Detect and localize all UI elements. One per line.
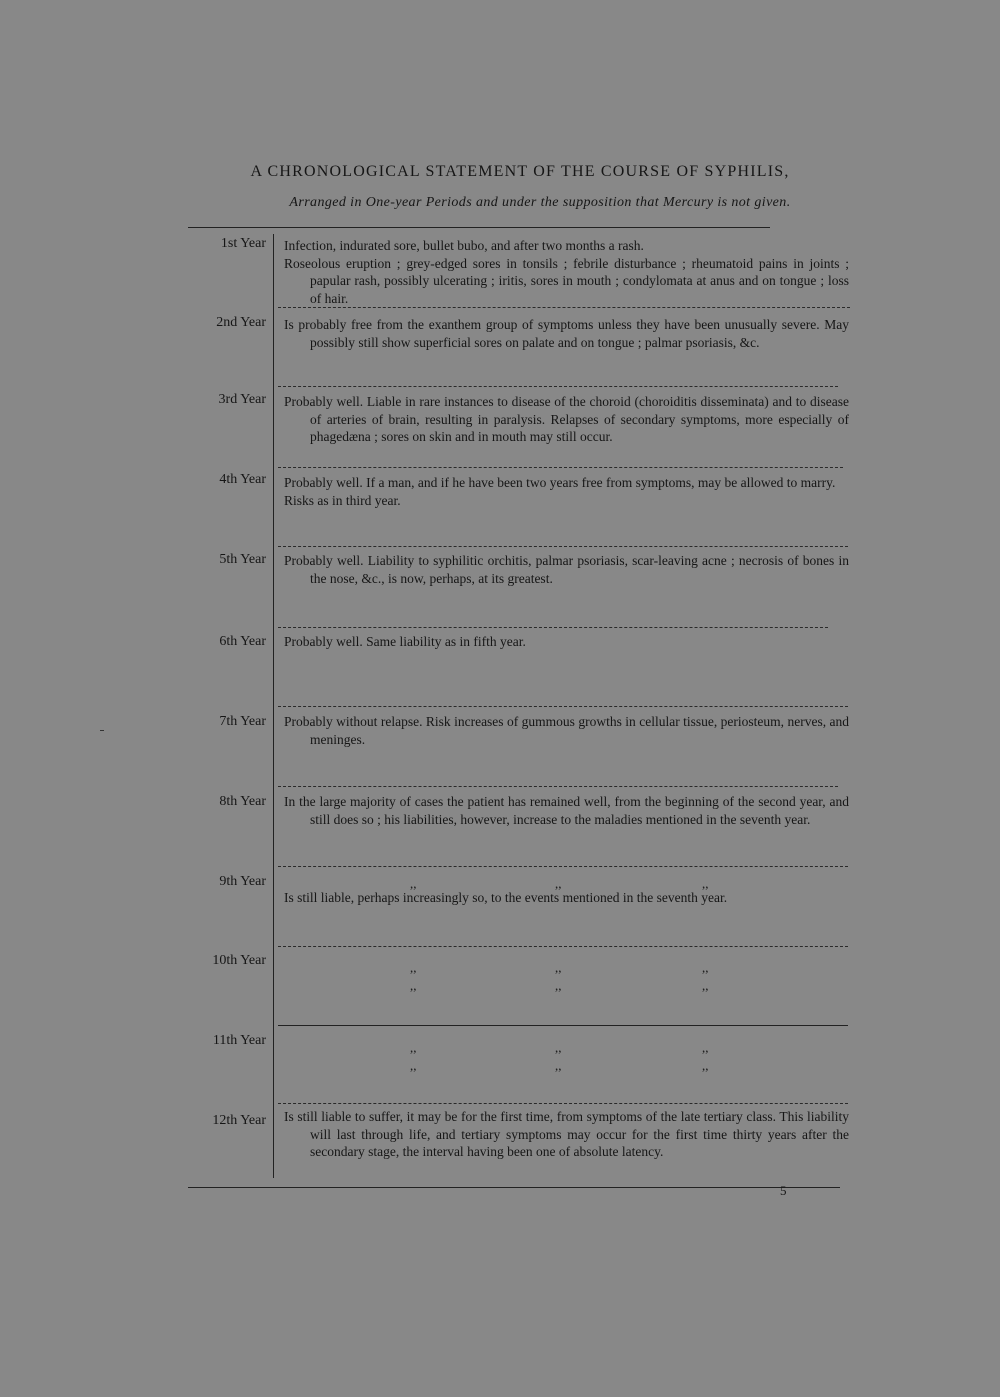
year-label: 3rd Year xyxy=(218,392,266,407)
entry-paragraph: Is still liable, perhaps increasingly so, to the events mentioned in the seventh year. xyxy=(284,890,728,905)
ditto-mark: ,, xyxy=(555,978,562,993)
row-divider-11 xyxy=(278,1103,848,1104)
entry-paragraph: Is still liable to suffer, it may be for the first time, from symptoms of the late tertiary class. This liability will last through life, and tertiary symptoms may occur for the first time thirty years after the secondary stage, the interval having been one of absolute latency. xyxy=(284,1109,849,1159)
page-subtitle: Arranged in One-year Periods and under the supposition that Mercury is not given. xyxy=(289,195,791,210)
year-label: 8th Year xyxy=(219,794,266,809)
ditto-row xyxy=(400,960,740,974)
ditto-mark: ,, xyxy=(555,1058,562,1073)
ditto-mark: ,, xyxy=(702,1040,709,1055)
year-entry-9 xyxy=(284,889,849,907)
year-label: 2nd Year xyxy=(216,315,266,330)
footer-rule xyxy=(188,1187,840,1188)
year-label: 12th Year xyxy=(212,1113,266,1128)
row-divider-7 xyxy=(278,786,838,787)
year-label: 6th Year xyxy=(219,634,266,649)
year-label: 10th Year xyxy=(212,953,266,968)
row-divider-5 xyxy=(278,627,828,628)
page-title: A CHRONOLOGICAL STATEMENT OF THE COURSE OF SYPHILIS, xyxy=(250,163,790,180)
ditto-mark: ,, xyxy=(410,1058,417,1073)
year-entry-3 xyxy=(284,393,849,446)
ditto-mark: ,, xyxy=(410,960,417,975)
row-divider-3 xyxy=(278,467,843,468)
year-entry-8 xyxy=(284,793,849,828)
row-divider-1 xyxy=(278,307,850,308)
ditto-row xyxy=(400,876,740,890)
row-divider-10 xyxy=(278,1025,848,1026)
row-divider-6 xyxy=(278,706,848,707)
ditto-row xyxy=(400,1058,740,1072)
ditto-row xyxy=(400,1040,740,1054)
entry-paragraph: Probably well. Liable in rare instances to disease of the choroid (choroiditis disseminata) and to disease of arteries of brain, resulting in paralysis. Relapses of secondary symptoms, more especially of phagedæna ; sores on skin and in mouth may still occur. xyxy=(284,394,849,444)
header-rule xyxy=(188,227,770,228)
row-divider-8 xyxy=(278,866,848,867)
year-entry-1 xyxy=(284,237,849,307)
year-label: 9th Year xyxy=(219,874,266,889)
entry-paragraph: Probably well. Liability to syphilitic orchitis, palmar psoriasis, scar-leaving acne ; necrosis of bones in the nose, &c., is now, perhaps, at its greatest. xyxy=(284,553,849,586)
ditto-mark: ,, xyxy=(702,978,709,993)
year-entry-6 xyxy=(284,633,849,651)
ditto-mark: ,, xyxy=(702,960,709,975)
entry-paragraph: Probably well. If a man, and if he have been two years free from symptoms, may be allowed to marry. xyxy=(284,475,836,490)
year-entry-4 xyxy=(284,474,849,509)
year-label: 5th Year xyxy=(219,552,266,567)
entry-paragraph: Probably without relapse. Risk increases of gummous growths in cellular tissue, periosteum, nerves, and meninges. xyxy=(284,714,849,747)
ditto-mark: ,, xyxy=(410,1040,417,1055)
year-entry-2 xyxy=(284,316,849,351)
ditto-mark: ,, xyxy=(410,876,417,891)
entry-paragraph: Infection, indurated sore, bullet bubo, and after two months a rash. xyxy=(284,238,644,253)
ditto-mark: ,, xyxy=(702,876,709,891)
page-number: 5 xyxy=(780,1183,787,1198)
entry-paragraph: In the large majority of cases the patient has remained well, from the beginning of the second year, and still does so ; his liabilities, however, increase to the maladies mentioned in the seventh year. xyxy=(284,794,849,827)
ditto-mark: ,, xyxy=(555,876,562,891)
ditto-mark: ,, xyxy=(555,960,562,975)
entry-paragraph: Risks as in third year. xyxy=(284,492,401,508)
row-divider-9 xyxy=(278,946,848,947)
year-entry-5 xyxy=(284,552,849,587)
row-divider-2 xyxy=(278,386,838,387)
year-label: 11th Year xyxy=(212,1033,266,1048)
ditto-mark: ,, xyxy=(702,1058,709,1073)
entry-paragraph: Roseolous eruption ; grey-edged sores in tonsils ; febrile disturbance ; rheumatoid pains in joints ; papular rash, possibly ulcerating ; iritis, sores in mouth ; condylomata at anus and on tongue ; loss of hair. xyxy=(284,255,849,306)
entry-paragraph: Probably well. Same liability as in fifth year. xyxy=(284,634,526,649)
ditto-mark: ,, xyxy=(555,1040,562,1055)
ditto-mark: ,, xyxy=(410,978,417,993)
year-label: 1st Year xyxy=(220,236,266,251)
column-rule xyxy=(273,234,274,1178)
row-divider-4 xyxy=(278,546,848,547)
ditto-row xyxy=(400,978,740,992)
year-entry-12 xyxy=(284,1108,849,1161)
year-label: 4th Year xyxy=(219,472,266,487)
year-label: 7th Year xyxy=(219,714,266,729)
year-entry-7 xyxy=(284,713,849,748)
margin-mark xyxy=(100,730,104,731)
entry-paragraph: Is probably free from the exanthem group of symptoms unless they have been unusually severe. May possibly still show superficial sores on palate and on tongue ; palmar psoriasis, &c. xyxy=(284,317,849,350)
